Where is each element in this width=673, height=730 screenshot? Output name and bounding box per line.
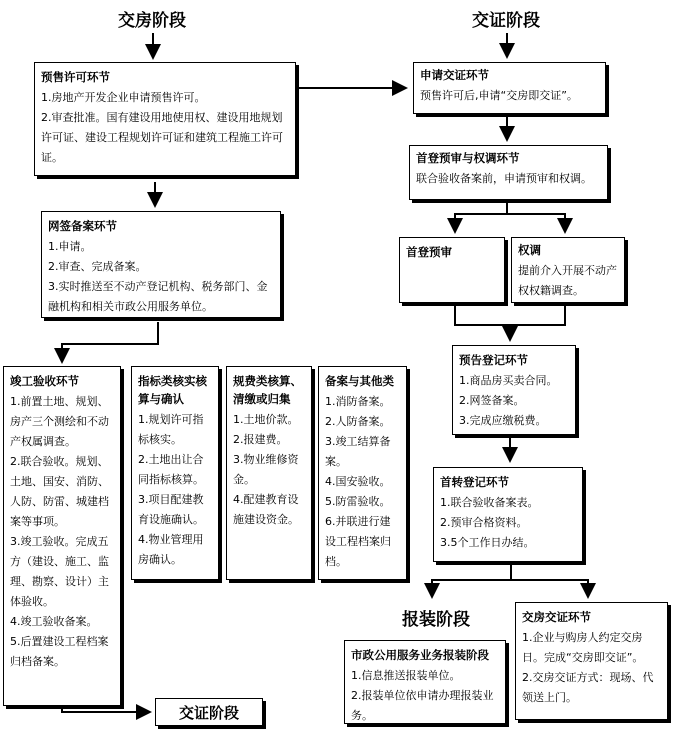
netsign-filing-title: 网签备案环节 bbox=[48, 219, 117, 233]
certificate-stage-box bbox=[155, 698, 263, 726]
netsign-filing-line-3: 3.实时推送至不动产登记机构、税务部门、金融机构和相关市政公用服务单位。 bbox=[48, 280, 268, 313]
pre-review-title: 首登预审 bbox=[406, 245, 452, 259]
filing-line-5: 5.防雷验收。 bbox=[325, 495, 391, 508]
completion-line-3: 3.竣工验收。完成五方（建设、施工、监理、勘察、设计）主体验收。 bbox=[10, 535, 109, 608]
completion-acceptance-title: 竣工验收环节 bbox=[10, 374, 79, 388]
apply-certificate-title: 申请交证环节 bbox=[420, 68, 489, 82]
stage-title-handover-house: 交房阶段 bbox=[118, 11, 186, 31]
first-registration-title: 首登预审与权调环节 bbox=[416, 151, 520, 165]
completion-line-2: 2.联合验收。规划、土地、国安、消防、人防、防雷、城建档案等事项。 bbox=[10, 455, 109, 528]
rights-survey-line-1: 提前介入开展不动产权权籍调查。 bbox=[518, 264, 617, 297]
transfer-line-1: 1.联合验收备案表。 bbox=[440, 496, 539, 509]
apply-certificate-line-1: 预售许可后,申请“交房即交证”。 bbox=[420, 89, 578, 102]
filing-and-other-box bbox=[318, 366, 407, 580]
indicator-line-3: 3.项目配建教育设施确认。 bbox=[138, 493, 204, 526]
fees-line-3: 3.物业维修资金。 bbox=[233, 453, 299, 486]
municipal-line-2: 2.报装单位依申请办理报装业务。 bbox=[351, 689, 494, 722]
transfer-line-3: 3.5个工作日办结。 bbox=[440, 536, 535, 549]
certificate-stage-label: 交证阶段 bbox=[178, 704, 239, 722]
fees-settlement-title: 规费类核算、清缴或归集 bbox=[233, 374, 302, 406]
handover-line-2: 2.交房交证方式：现场、代领送上门。 bbox=[522, 671, 654, 704]
presale-permit-box bbox=[34, 62, 296, 176]
notice-registration-box bbox=[452, 345, 576, 435]
netsign-filing-line-2: 2.审查、完成备案。 bbox=[48, 260, 147, 273]
indicator-line-4: 4.物业管理用房确认。 bbox=[138, 533, 204, 566]
fees-settlement-box bbox=[226, 366, 312, 580]
pre-review-box bbox=[399, 237, 505, 303]
netsign-filing-box bbox=[41, 211, 281, 318]
presale-permit-line-2: 2.审查批准。国有建设用地使用权、建设用地规划许可证、建设工程规划许可证和建筑工程施工许可证。 bbox=[41, 111, 283, 164]
filing-line-1: 1.消防备案。 bbox=[325, 395, 391, 408]
municipal-installation-box bbox=[344, 640, 506, 724]
filing-line-6: 6.并联进行建设工程档案归档。 bbox=[325, 515, 391, 568]
notice-line-1: 1.商品房买卖合同。 bbox=[459, 374, 558, 387]
completion-line-4: 4.竣工验收备案。 bbox=[10, 615, 98, 628]
handover-certificate-title: 交房交证环节 bbox=[522, 610, 591, 624]
handover-certificate-box bbox=[515, 602, 668, 720]
municipal-line-1: 1.信息推送报装单位。 bbox=[351, 669, 461, 682]
notice-line-2: 2.网签备案。 bbox=[459, 394, 525, 407]
stage-title-installation: 报装阶段 bbox=[402, 610, 470, 630]
first-registration-line-1: 联合验收备案前，申请预审和权调。 bbox=[416, 172, 592, 185]
apply-certificate-box bbox=[413, 62, 606, 114]
handover-line-1: 1.企业与购房人约定交房日。完成“交房即交证”。 bbox=[522, 631, 644, 664]
indicator-verification-title: 指标类核实核算与确认 bbox=[138, 374, 207, 406]
first-transfer-box bbox=[433, 467, 583, 562]
first-registration-box bbox=[409, 145, 608, 200]
indicator-verification-box bbox=[131, 366, 219, 580]
filing-line-3: 3.竣工结算备案。 bbox=[325, 435, 391, 468]
municipal-installation-title: 市政公用服务业务报装阶段 bbox=[351, 648, 489, 662]
completion-line-5: 5.后置建设工程档案归档备案。 bbox=[10, 635, 109, 668]
filing-line-4: 4.国安验收。 bbox=[325, 475, 391, 488]
rights-survey-title: 权调 bbox=[518, 243, 541, 257]
filing-line-2: 2.人防备案。 bbox=[325, 415, 391, 428]
completion-acceptance-box bbox=[3, 366, 121, 706]
notice-registration-title: 预告登记环节 bbox=[459, 353, 528, 367]
indicator-line-2: 2.土地出让合同指标核算。 bbox=[138, 453, 204, 486]
fees-line-4: 4.配建教育设施建设资金。 bbox=[233, 493, 299, 526]
completion-line-1: 1.前置土地、规划、房产三个测绘和不动产权属调查。 bbox=[10, 395, 109, 448]
netsign-filing-line-1: 1.申请。 bbox=[48, 240, 92, 253]
presale-permit-line-1: 1.房地产开发企业申请预售许可。 bbox=[41, 91, 206, 104]
indicator-line-1: 1.规划许可指标核实。 bbox=[138, 413, 204, 446]
fees-line-2: 2.报建费。 bbox=[233, 433, 288, 446]
transfer-line-2: 2.预审合格资料。 bbox=[440, 516, 528, 529]
notice-line-3: 3.完成应缴税费。 bbox=[459, 414, 547, 427]
fees-line-1: 1.土地价款。 bbox=[233, 413, 299, 426]
filing-and-other-title: 备案与其他类 bbox=[325, 374, 394, 388]
presale-permit-title: 预售许可环节 bbox=[41, 70, 110, 84]
first-transfer-title: 首转登记环节 bbox=[440, 475, 509, 489]
rights-survey-box bbox=[511, 237, 625, 303]
stage-title-handover-certificate: 交证阶段 bbox=[472, 11, 540, 31]
